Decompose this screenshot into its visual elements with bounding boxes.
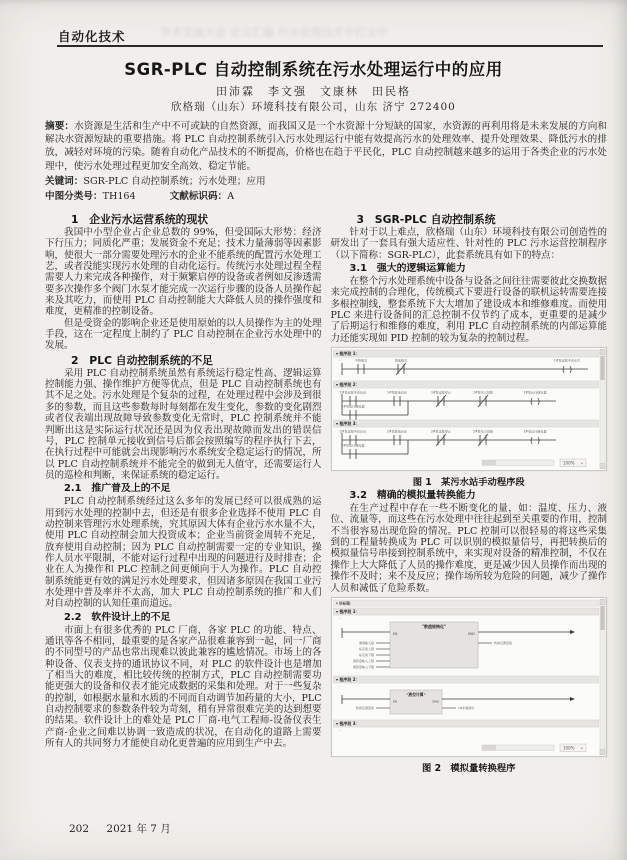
journal-section-label: 自动化技术 [58,29,126,44]
page-bleedthrough-text: 学术交流大会 论文汇编 污水处理技术专栏文中 [160,26,388,39]
svg-text:…: … [337,428,341,433]
svg-text:1#泵远程手动启动: 1#泵远程手动启动 [339,390,366,395]
svg-text:"数值规格化": "数值规格化" [421,623,446,629]
right-column [331,211,608,776]
section-2-1-paragraph: PLC 自动控制系统经过这么多年的发展已经可以很成熟的运用到污水处理的控制中去，但还是有很多企业选择不使用 PLC 自动控制来管理污水处理系统，究其原因大体有企业污水水量不大，使用 PLC 自动控制会加大投资成本；企业当前资金周转不充足，放弃使用自动控制；因为 PLC 自动控制需要一定的专业知识，操作人员水平限制，不能对运行过程中出现的问题进行及时排查；企业在人为操作和 PLC 控制之间更倾向于人为操作。PLC 自动控制系统能更有效的满足污水处理要求，但因诸多原因在我国工业污水处理中普及率并不太高，加大 PLC 自动控制系统的推广和人们对自动控制的认知任重而道远。 [45,496,322,610]
svg-text:▾ 程序段 3：: ▾ 程序段 3： [335,721,360,727]
svg-text:ENO: ENO [431,699,439,704]
section-1-heading: 1 企业污水运营系统的现状 [71,213,209,226]
section-3-2-heading: 3.2 精确的模拟量转换能力 [349,490,476,502]
svg-text:…: … [337,727,341,732]
two-column-body [45,211,607,776]
svg-text:就地模式: 就地模式 [394,358,407,363]
abstract-label: 摘要： [45,121,75,132]
svg-text:2#泵远程手动启动: 2#泵远程手动启动 [339,429,366,434]
article-affiliation: 欣格瑞（山东）环境科技有限公司，山东 济宁 272400 [171,101,456,113]
svg-text:▾ 程序段 2：: ▾ 程序段 2： [335,677,360,683]
svg-text:ENO: ENO [467,631,475,636]
svg-text:(: ( [529,396,533,406]
keywords [45,175,607,188]
svg-text:▾ 程序段 2：: ▾ 程序段 2： [335,382,360,388]
article-title: SGR-PLC 自动控制系统在污水处理运行中的应用 [124,60,503,79]
svg-text:标定值下限: 标定值下限 [358,653,374,658]
svg-text:中控模式: 中控模式 [354,358,367,363]
section-3-heading: 3 SGR-PLC 自动控制系统 [356,213,496,226]
doc-code-value: A [227,191,235,203]
svg-text:1#泵远程手动允许: 1#泵远程手动允许 [553,358,580,363]
figure1-caption: 图 1 某污水站手动程序段 [412,477,525,489]
section-2-paragraph: 采用 PLC 自动控制系统虽然有系统运行稳定性高、逻辑运算控制能力强、操作维护方便等优点，但是 PLC 自动控制系统也有其不足之处。污水处理是个复杂的过程，在处理过程中会涉及到很多的参数，而且这些参数每时每刻都在发生变化，参数的变化剧烈或者仪表端出现故障导致参数变化无常时，PLC 控制系统并不能判断出这是实际运行状况还是因为仪表出现故障而发出的错误信号，PLC 控制单元接收到信号后都会按照编写的程序执行下去，在执行过程中可能就会出现影响污水系统安全稳定运行的情况，所以 PLC 自动控制系统并不能完全的做到无人值守，还需要运行人员的巡检和判断，来保证系统的稳定运行。 [45,367,322,481]
keywords-text: SGR-PLC 自动控制系统；污水处理；应用 [83,175,266,187]
svg-text:▾ 程序段 1：: ▾ 程序段 1： [335,609,360,615]
svg-text:…: … [337,615,341,620]
svg-text:▾ 程序段 3：: ▾ 程序段 3： [335,421,360,427]
section-3-2-paragraph: 在生产过程中存在一些不断变化的量，如：温度、压力、液位、流量等，而这些在污水处理中往往起到至关重要的作用，控制不当很容易出现危险的情况。PLC 控制可以很轻易的将这些采集到的工程量转换成为 PLC 可以识别的模拟量信号，再把转换后的模拟量信号串接到控制系统中，来实现对设备的精准控制，不仅在操作上大大降低了人员的操作难度，更是减少因人员操作而出现的操作不及时；来不及反应；操作场所较为危险的问题，减少了操作人员和减低了危险系数。 [330,503,607,594]
article-authors: 田沛霖 李文强 文康林 田民格 [216,85,411,98]
svg-text:2#泵综合故障: 2#泵综合故障 [472,429,493,434]
page-number: 202 [69,823,90,835]
svg-text:通道输入值: 通道输入值 [358,641,374,646]
svg-text:▾ 程序段 1：: ▾ 程序段 1： [335,351,360,357]
figure2-caption: 图 2 模拟量转换程序 [422,762,516,774]
classification-line [45,190,607,203]
svg-text:转换后测量值: 转换后测量值 [355,706,374,711]
abstract [45,120,607,173]
svg-text:EN: EN [392,699,397,704]
svg-text:▾: ▾ [580,746,583,751]
svg-text:EN: EN [392,631,397,636]
svg-text:▾: ▾ [580,461,583,466]
svg-text:1#泵远程停止: 1#泵远程停止 [430,390,451,395]
svg-text:▾ 块标题：: ▾ 块标题： [335,601,353,606]
section-3-1-heading: 3.1 强大的逻辑运算能力 [349,263,466,275]
issue-date: 2021 年 7 月 [106,823,171,835]
section-2-2-heading: 2.2 软件设计上的不足 [64,611,171,623]
svg-text:100%: 100% [562,460,574,466]
svg-text:2#泵运行继电器: 2#泵运行继电器 [340,443,365,448]
page-footer [69,821,171,836]
svg-text:2#泵就地启动: 2#泵就地启动 [386,429,407,434]
doc-code-label: 文献标识码： [169,191,228,203]
section-1-paragraph-2: 但是受资金的影响企业还是使用原始的以人员操作为主的处理手段，这在一定程度上制约了 PLC 自动控制在企业污水处理中的发展。 [45,317,322,352]
fig1-canvas [332,348,606,470]
svg-text:标定值上限: 标定值上限 [358,647,374,652]
svg-text:100%: 100% [562,745,574,751]
svg-text:2#泵远程停止: 2#泵远程停止 [430,429,451,434]
fig2-canvas [332,598,606,756]
section-2-1-heading: 2.1 推广普及上的不足 [64,483,171,495]
svg-text:1#泵就地启动: 1#泵就地启动 [386,390,407,395]
svg-text:): ) [536,435,540,445]
svg-text:): ) [536,396,540,406]
section-3-1-paragraph: 在整个污水处理系统中设备与设备之间往往需要彼此交换数据来完成控制的合理化，传统模式下要进行设备的联机运转需要连接多根控制线，整套系统下大大增加了建设成本和维修难度。而使用 PLC 来进行设备间的汇总控制不仅节约了成本，更重要的是减少了后期运行和维修的难度，利用 PLC 自动控制系统的内部运算能力还能实现如 PID 控制的较为复杂的控制过程。 [330,276,607,344]
figure1-plc-ladder-screenshot [331,347,607,471]
abstract-text: 水资源是生活和生产中不可或缺的自然资源，而我国又是一个水资源十分短缺的国家，水资源的再利用将是未来发展的方向和解决水资源短缺的重要措施。将 PLC 自动控制系统引入污水处理运行中能有效提高污水的处理效率、提升处理效果、降低污水的排放，减轻对环境的污染。随着自动化产品技术的不断提高，价格也在趋于平民化，PLC 自动控制越来越多的运用于各类企业的污水处理中，使污水处理过程更加安全高效、稳定节能。 [45,121,608,172]
svg-text:(: ( [529,435,533,445]
svg-text:…: … [337,389,341,394]
svg-text:1#水箱液位: 1#水箱液位 [457,706,474,711]
figure2-plc-block-screenshot [331,597,607,757]
svg-text:"液位计算": "液位计算" [405,691,426,697]
svg-text:): ) [568,364,572,374]
section-2-heading: 2 PLC 自动控制系统的不足 [71,353,213,367]
clc-label: 中图分类号： [45,191,103,203]
svg-text:模拟量输入上限: 模拟量输入上限 [352,659,374,664]
svg-text:(: ( [561,364,565,374]
keywords-label: 关键词： [45,175,84,187]
svg-text:…: … [337,683,341,688]
svg-text:模拟量输入下限: 模拟量输入下限 [352,665,374,670]
svg-text:2#泵运行继电器: 2#泵运行继电器 [522,429,547,434]
section-3-paragraph: 针对于以上难点，欣格瑞（山东）环境科技有限公司创造性的研发出了一套具有强大适应性、针对性的 PLC 污水运营控制程序（以下简称：SGR-PLC），此套系统具有如下的特点： [330,227,607,261]
svg-text:1#泵运行继电器: 1#泵运行继电器 [522,390,547,395]
svg-text:1#泵综合故障: 1#泵综合故障 [472,390,493,395]
section-1-paragraph-1: 我国中小型企业占企业总数的 99%，但受国际大形势：经济下行压力；同质化严重；发展资金不充足；技术力量薄弱等因素影响，使很大一部分需要处理污水的企业不能系统的配置污水处理工艺，或者没能实现污水处理的自动化运行。传统污水处理过程全程需要人力来完成各种操作，对于频繁启停的设备或者例如反渗透需要多次操作多个阀门水泵才能完成一次运行步骤的设备人员操作起来及其吃力，而使用 PLC 自动控制能大大降低人员的操作强度和难度，更精准的控制设备。 [45,227,322,318]
section-2-2-paragraph: 市面上有很多优秀的 PLC 厂商，各家 PLC 的功能、特点、通讯等各不相同，最重要的是各家产品很难兼容到一起，同一厂商的不同型号的产品也常出现难以彼此兼容的尴尬情况。市场上的各种设备、仪表支持的通讯协议不同，对 PLC 的软件设计也是增加了相当大的难度，相比较传统的控制方式，PLC 自动控制需要功能更强大的设备和仪表才能完成数据的采集和处理。对于一些复杂的控制，如根据水量和水质的不同而自动调节加药量的大小，PLC 自动控制要求的参数条件较为苛刻，稍有异常很难完美的达到想要的结果。软件设计上的难处是 PLC 厂商-电气工程师-设备仪表生产商-企业之间难以协调一致造成的状况，在自动化的道路上需要所有人的共同努力才能使自动化更普遍的应用到生产中去。 [45,624,322,750]
svg-text:…: … [337,358,341,363]
clc-value: TH164 [102,191,136,203]
article-meta-block [45,120,607,203]
left-column [45,211,322,776]
svg-text:转换后测量值: 转换后测量值 [493,641,512,646]
svg-text:1#泵运行继电器: 1#泵运行继电器 [340,404,365,409]
header-rule [57,45,603,47]
